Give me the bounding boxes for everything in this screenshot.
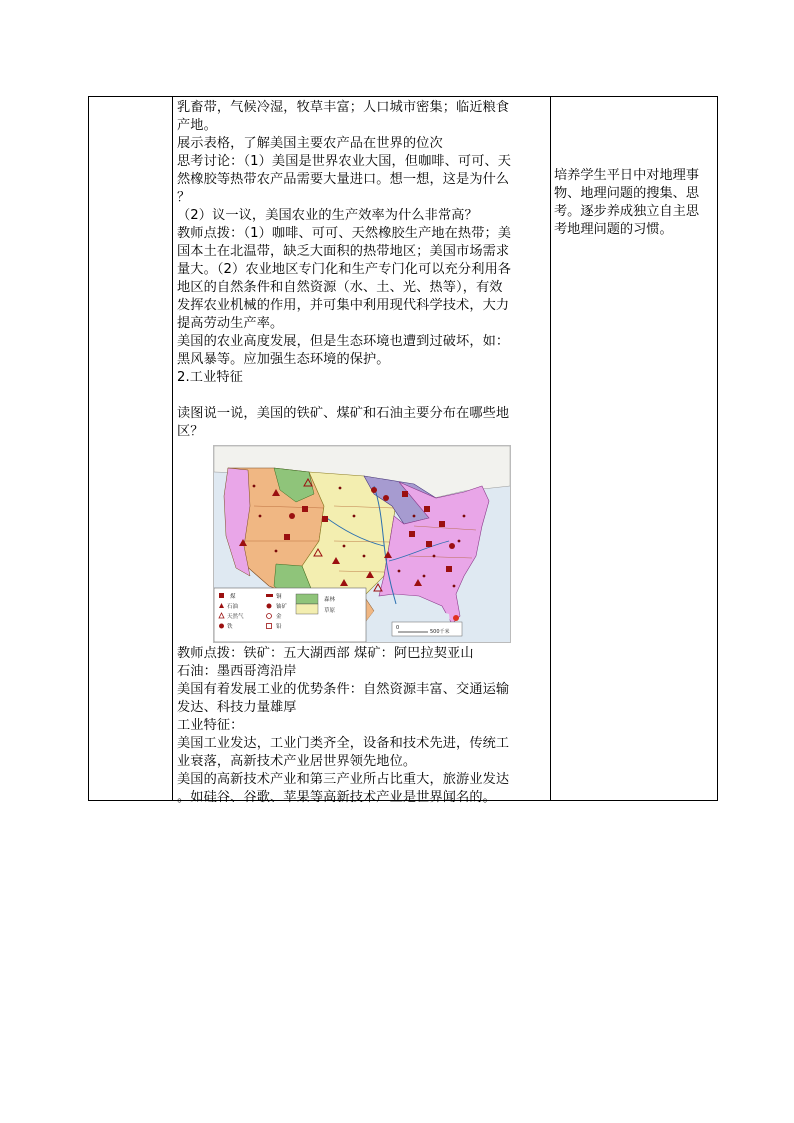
text-line: 量大。（2）农业地区专门化和生产专门化可以充分利用各 (177, 262, 512, 277)
intent-line: 物、地理问题的搜集、思 (554, 186, 700, 201)
lesson-table (88, 96, 718, 805)
legend-coal: 煤 (230, 594, 236, 600)
column-divider-left (172, 97, 173, 800)
text-line: 石油：墨西哥湾沿岸 (177, 664, 297, 679)
text-line: 区？ (177, 424, 204, 439)
map-graphic (214, 446, 510, 642)
us-mineral-resources-map (213, 445, 511, 643)
legend-iron-icon (219, 624, 224, 629)
teaching-process-cell (177, 97, 549, 807)
legend-gas: 天然气 (227, 614, 244, 620)
scale-box (392, 622, 462, 636)
text-line: 美国工业发达，工业门类齐全，设备和技术先进，传统工 (177, 736, 510, 751)
text-line: 地区的自然条件和自然资源（水、土、光、热等），有效 (177, 280, 503, 295)
legend-gold: 金 (276, 614, 282, 620)
text-line: 美国的高新技术产业和第三产业所占比重大，旅游业发达 (177, 772, 510, 787)
text-line: 提高劳动生产率。 (177, 316, 284, 331)
text-line: 然橡胶等热带农产品需要大量进口。想一想，这是为什么 (177, 172, 510, 187)
text-line: 黑风暴等。应加强生态环境的保护。 (177, 352, 390, 367)
intent-line: 考地理问题的习惯。 (554, 222, 673, 237)
text-line: ？ (177, 190, 191, 205)
design-intent-cell (554, 167, 712, 239)
text-line: 教师点拨：铁矿：五大湖西部 煤矿：阿巴拉契亚山 (177, 646, 474, 661)
intent-line: 培养学生平日中对地理事 (554, 168, 700, 183)
legend-uranium-icon (267, 604, 272, 609)
text-line: 产地。 (177, 118, 217, 133)
text-line: 教师点拨：（1）咖啡、可可、天然橡胶生产地在热带；美 (177, 226, 512, 241)
legend-lead: 铅 (276, 624, 282, 630)
legend-coal-icon (219, 593, 224, 598)
text-line: 思考讨论：（1）美国是世界农业大国，但咖啡、可可、天 (177, 154, 512, 169)
intent-line: 考。逐步养成独立自主思 (554, 204, 700, 219)
legend-oil: 石油 (227, 604, 239, 610)
legend-copper: 铜 (276, 594, 282, 600)
scale-label: 500千米 (430, 629, 450, 635)
text-line: 展示表格，了解美国主要农产品在世界的位次 (177, 136, 443, 151)
legend-uranium: 铀矿 (276, 604, 288, 610)
text-line: 读图说一说，美国的铁矿、煤矿和石油主要分布在哪些地 (177, 406, 510, 421)
legend-iron: 铁 (227, 624, 233, 630)
legend-copper-icon (266, 594, 273, 597)
legend-grass-icon (296, 604, 318, 614)
blank-line (177, 387, 549, 405)
text-line: 发达、科技力量雄厚 (177, 700, 297, 715)
text-line: 国本土在北温带，缺乏大面积的热带地区；美国市场需求 (177, 244, 510, 259)
text-line: 美国的农业高度发展，但是生态环境也遭到过破坏，如： (177, 334, 510, 349)
text-line: 发挥农业机械的作用，并可集中利用现代科学技术，大力 (177, 298, 510, 313)
text-line: （2）议一议，美国农业的生产效率为什么非常高？ (177, 208, 478, 223)
text-line: 美国有着发展工业的优势条件：自然资源丰富、交通运输 (177, 682, 510, 697)
scale-zero: 0 (396, 625, 400, 631)
column-divider-right (550, 97, 551, 800)
text-line: 工业特征： (177, 718, 244, 733)
text-line: 。如硅谷、谷歌、苹果等高新技术产业是世界闻名的。 (177, 790, 496, 805)
text-line: 乳畜带，气候冷湿，牧草丰富；人口城市密集；临近粮食 (177, 100, 510, 115)
legend-forest-grass-icon (296, 594, 318, 604)
text-line: 业衰落，高新技术产业居世界领先地位。 (177, 754, 417, 769)
section-heading: 2.工业特征 (177, 370, 243, 385)
florida-mark (453, 615, 459, 621)
legend-grassland: 草原 (324, 608, 336, 614)
legend-forest: 森林 (324, 597, 336, 603)
